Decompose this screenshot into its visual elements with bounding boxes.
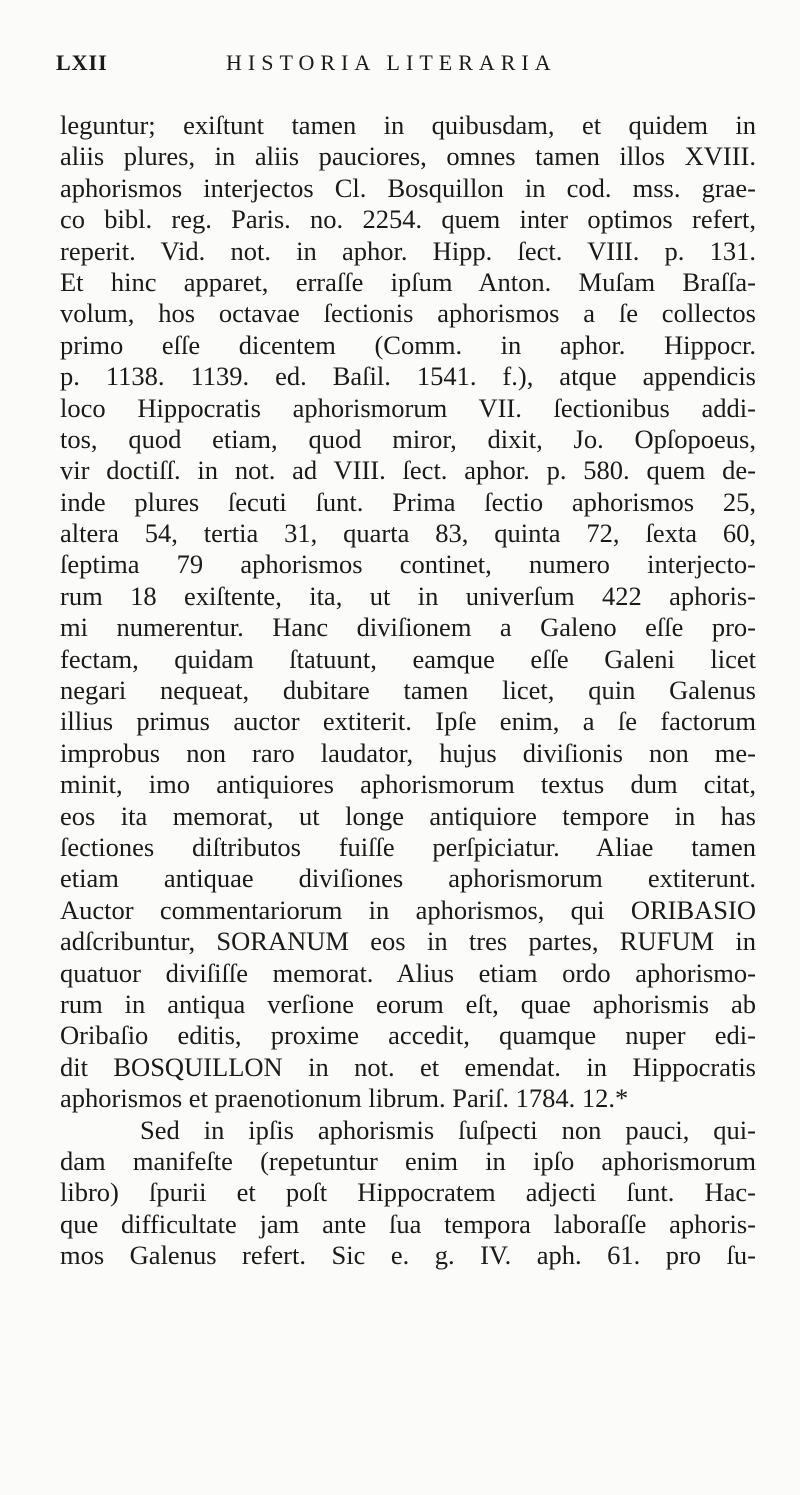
text-line: aphorismos et praenotionum librum. Pariſ. 1784. 12.* [60, 1083, 629, 1114]
text-line: aphorismos interjectos Cl. Bosquillon in cod. mss. grae- [60, 172, 756, 203]
text-line: improbus non raro laudator, hujus diviſionis non me- [60, 737, 756, 768]
text-line: quatuor diviſiſſe memorat. Alius etiam ordo aphorismo- [60, 957, 756, 988]
text-line: adſcribuntur, SORANUM eos in tres partes, RUFUM in [60, 926, 756, 957]
text-line: negari nequeat, dubitare tamen licet, quin Galenus [60, 675, 756, 706]
paragraph-start-line: Sed in ipſis aphorismis ſuſpecti non pauci, qui- [140, 1114, 756, 1145]
text-line: primo eſſe dicentem (Comm. in aphor. Hippocr. [60, 329, 756, 360]
text-line: dit BOSQUILLON in not. et emendat. in Hippocratis [60, 1051, 756, 1082]
text-line: volum, hos octavae ſectionis aphorismos a ſe collectos [60, 298, 756, 329]
running-title: HISTORIA LITERARIA [226, 50, 557, 75]
text-line: reperit. Vid. not. in aphor. Hipp. ſect. VIII. p. 131. [60, 235, 756, 266]
text-line: Auctor commentariorum in aphorismos, qui ORIBASIO [60, 894, 756, 925]
text-line: ſeptima 79 aphorismos continet, numero interjecto- [60, 549, 756, 580]
text-line: mi numerentur. Hanc diviſionem a Galeno eſſe pro- [60, 612, 756, 643]
text-line: que difficultate jam ante ſua tempora laboraſſe aphoris- [60, 1208, 756, 1239]
text-line: inde plures ſecuti ſunt. Prima ſectio aphorismos 25, [60, 486, 756, 517]
text-line: altera 54, tertia 31, quarta 83, quinta 72, ſexta 60, [60, 518, 756, 549]
text-line: leguntur; exiſtunt tamen in quibusdam, et quidem in [60, 110, 756, 140]
text-line: eos ita memorat, ut longe antiquiore tempore in has [60, 800, 756, 831]
text-line: mos Galenus refert. Sic e. g. IV. aph. 61. pro ſu- [60, 1240, 756, 1271]
text-line: illius primus auctor extiterit. Ipſe enim, a ſe factorum [60, 706, 756, 737]
page-number: LXII [56, 50, 108, 75]
text-line: libro) ſpurii et poſt Hippocratem adjecti ſunt. Hac- [60, 1177, 756, 1208]
text-line: Oribaſio editis, proxime accedit, quamque nuper edi- [60, 1020, 756, 1051]
body-text [60, 110, 756, 1271]
text-line: minit, imo antiquiores aphorismorum textus dum citat, [60, 769, 756, 800]
text-line: vir doctiſſ. in not. ad VIII. ſect. aphor. p. 580. quem de- [60, 455, 756, 486]
text-line: rum in antiqua verſione eorum eſt, quae aphorismis ab [60, 988, 756, 1019]
text-line: rum 18 exiſtente, ita, ut in univerſum 422 aphoris- [60, 580, 756, 611]
page-header [56, 50, 730, 90]
text-line: p. 1138. 1139. ed. Baſil. 1541. f.), atque appendicis [60, 361, 756, 392]
text-line: aliis plures, in aliis pauciores, omnes tamen illos XVIII. [60, 141, 756, 172]
text-line: Et hinc apparet, erraſſe ipſum Anton. Muſam Braſſa- [60, 266, 756, 297]
text-line: co bibl. reg. Paris. no. 2254. quem inter optimos refert, [60, 204, 756, 235]
text-line: tos, quod etiam, quod miror, dixit, Jo. Opſopoeus, [60, 423, 756, 454]
text-line: loco Hippocratis aphorismorum VII. ſectionibus addi- [60, 392, 756, 423]
text-line: etiam antiquae diviſiones aphorismorum extiterunt. [60, 863, 756, 894]
text-line: ſectiones diſtributos fuiſſe perſpiciatur. Aliae tamen [60, 831, 756, 862]
text-line: dam manifeſte (repetuntur enim in ipſo aphorismorum [60, 1145, 756, 1176]
text-line: fectam, quidam ſtatuunt, eamque eſſe Galeni licet [60, 643, 756, 674]
